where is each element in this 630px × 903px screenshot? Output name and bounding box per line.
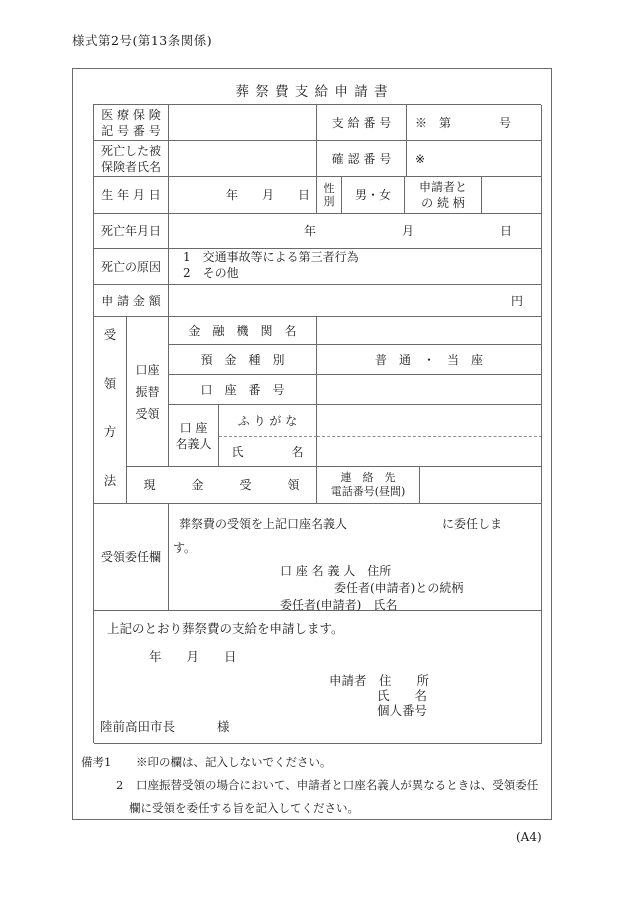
mayor-name: 陸前高田市長: [100, 719, 176, 734]
remark-1: 備考1 ※印の欄は、記入しないでください。: [81, 755, 332, 769]
account-number-label: 口 座 番 号: [169, 375, 317, 405]
birth-date-label: 生 年 月 日: [94, 177, 169, 214]
form-title: 葬 祭 費 支 給 申 請 書: [235, 84, 389, 100]
birth-date-field: 年 月 日: [169, 177, 317, 214]
delegation-applicant-name-label: 委任者(申請者) 氏名: [280, 598, 398, 612]
receipt-method-label: 受 領 方 法: [94, 317, 127, 504]
application-statement: 上記のとおり葬祭費の支給を申請します。: [107, 621, 344, 636]
bank-name-label: 金 融 機 関 名: [169, 317, 317, 345]
delegation-sentence: 葬祭費の受領を上記口座名義人 に委任しま: [179, 517, 503, 531]
delegation-sentence-end: す。: [173, 541, 197, 555]
deceased-insured-name-label: 死亡した被 保険者氏名: [94, 141, 169, 177]
relation-to-applicant-label: 申請者と の 続 柄: [405, 177, 482, 214]
account-holder-label: 口 座 名義人: [169, 405, 219, 467]
confirmation-number-field: ※: [407, 141, 542, 177]
remarks-section: [73, 751, 551, 820]
delegation-holder-address-label: 口 座 名 義 人 住所: [280, 564, 392, 578]
relation-to-applicant-field: [482, 177, 542, 214]
honorific: 様: [217, 719, 230, 734]
deceased-insured-name-field: [169, 141, 317, 177]
death-cause-label: 死亡の原因: [94, 249, 169, 285]
holder-name-field: [317, 437, 542, 467]
contact-phone-label: 連 絡 先 電話番号(昼間): [317, 467, 420, 504]
form-number-caption: 様式第2号(第13条関係): [72, 33, 213, 48]
application-date-field: 年 月 日: [149, 649, 237, 664]
receipt-delegation-content: [169, 504, 542, 611]
death-cause-options: 1 交通事故等による第三者行為 2 その他: [169, 249, 542, 285]
holder-name-label: 氏 名: [219, 437, 317, 467]
addressee-line: [100, 719, 230, 735]
remark-2-continued: 欄に受領を委任する旨を記入してください。: [129, 801, 359, 815]
applicant-address-label: 申請者 住 所: [329, 673, 430, 688]
payment-number-field: ※ 第 号: [407, 105, 542, 141]
cash-receipt-label: 現 金 受 領: [127, 467, 317, 504]
applicant-block: [329, 673, 429, 718]
application-amount-field: 円: [169, 285, 542, 317]
payment-number-label: 支 給 番 号: [317, 105, 407, 141]
bank-transfer-receipt-label: 口座 振替 受領: [127, 317, 169, 467]
applicant-personal-number-label: 個人番号: [377, 703, 428, 718]
form-table: [93, 104, 541, 743]
sex-options: 男・女: [342, 177, 405, 214]
application-amount-label: 申 請 金 額: [94, 285, 169, 317]
medical-insurance-number-field: [169, 105, 317, 141]
confirmation-number-label: 確 認 番 号: [317, 141, 407, 177]
paper-size-caption: (A4): [516, 830, 542, 844]
form-outer-border: [72, 68, 552, 820]
medical-insurance-number-label: 医 療 保 険 記 号 番 号: [94, 105, 169, 141]
furigana-label: ふ り が な: [219, 405, 317, 437]
contact-phone-field: [420, 467, 542, 504]
deposit-type-label: 預 金 種 別: [169, 345, 317, 375]
furigana-field: [317, 405, 542, 437]
delegation-relation-label: 委任者(申請者)との続柄: [334, 581, 464, 595]
receipt-delegation-label: 受領委任欄: [94, 504, 169, 611]
applicant-name-label: 氏 名: [377, 688, 428, 703]
sex-label: 性 別: [317, 177, 342, 214]
death-date-field: 年 月 日: [169, 214, 542, 249]
remark-2: 2 口座振替受領の場合において、申請者と口座名義人が異なるときは、受領委任: [116, 778, 539, 792]
deposit-type-options: 普 通 ・ 当 座: [317, 345, 542, 375]
application-signature-section: [94, 611, 542, 744]
account-number-field: [317, 375, 542, 405]
bank-name-field: [317, 317, 542, 345]
death-date-label: 死亡年月日: [94, 214, 169, 249]
